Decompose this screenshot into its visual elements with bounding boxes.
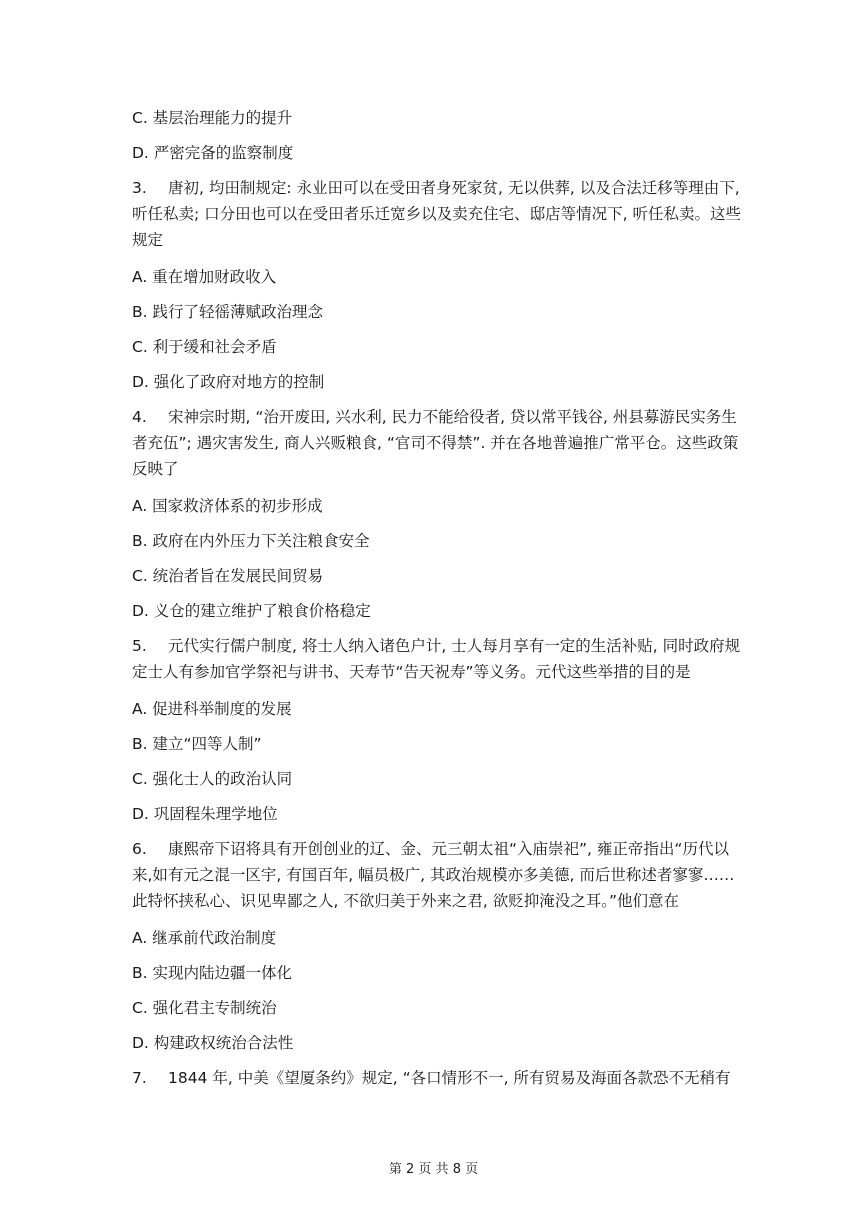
question-stem: 康熙帝下诏将具有开创创业的辽、金、元三朝太祖“入庙崇祀”, 雍正帝指出“历代以来,如有元之混一区宇, 有国百年, 幅员极广, 其政治规模亦多美德, 而后世称述者寥寥……此特怀挟私心、识见卑鄙之人, 不欲归美于外来之君, 欲贬抑淹没之耳。”他们意在 xyxy=(132,840,735,910)
question-4 xyxy=(132,404,742,482)
q6-option-a: A. 继承前代政治制度 xyxy=(132,929,277,947)
question-number: 4. xyxy=(132,408,147,426)
q2-option-d: D. 严密完备的监察制度 xyxy=(132,144,294,162)
question-3 xyxy=(132,175,742,253)
q4-option-c: C. 统治者旨在发展民间贸易 xyxy=(132,567,324,585)
q3-option-d: D. 强化了政府对地方的控制 xyxy=(132,373,325,391)
q6-option-c: C. 强化君主专制统治 xyxy=(132,999,277,1017)
q2-option-c: C. 基层治理能力的提升 xyxy=(132,109,293,127)
q5-option-c: C. 强化士人的政治认同 xyxy=(132,770,293,788)
q6-option-b: B. 实现内陆边疆一体化 xyxy=(132,964,292,982)
q6-option-d: D. 构建政权统治合法性 xyxy=(132,1034,294,1052)
question-number: 3. xyxy=(132,179,147,197)
question-stem: 唐初, 均田制规定: 永业田可以在受田者身死家贫, 无以供葬, 以及合法迁移等理由下,听任私卖; 口分田也可以在受田者乐迁宽乡以及卖充住宅、邸店等情况下, 听任私卖。这些规定 xyxy=(132,179,742,249)
q3-option-b: B. 践行了轻徭薄赋政治理念 xyxy=(132,303,323,321)
question-stem: 宋神宗时期, “治开废田, 兴水利, 民力不能给役者, 贷以常平钱谷, 州县募游民实务生者充伍”; 遇灾害发生, 商人兴贩粮食, “官司不得禁”. 并在各地普遍推广常平仓。这些政策反映了 xyxy=(132,408,739,478)
question-5 xyxy=(132,633,742,685)
question-stem: 1844 年, 中美《望厦条约》规定, “各口情形不一, 所有贸易及海面各款恐不无稍有 xyxy=(168,1069,731,1087)
question-stem: 元代实行儒户制度, 将士人纳入诸色户计, 士人每月享有一定的生活补贴, 同时政府规定士人有参加官学祭祀与讲书、天寿节“告天祝寿”等义务。元代这些举措的目的是 xyxy=(132,637,741,681)
question-7 xyxy=(132,1065,742,1091)
q5-option-b: B. 建立“四等人制” xyxy=(132,735,262,753)
question-number: 5. xyxy=(132,637,147,655)
page-footer: 第 2 页 共 8 页 xyxy=(388,1162,479,1177)
question-6 xyxy=(132,836,742,914)
q4-option-d: D. 义仓的建立维护了粮食价格稳定 xyxy=(132,602,371,620)
q5-option-a: A. 促进科举制度的发展 xyxy=(132,700,292,718)
q4-option-b: B. 政府在内外压力下关注粮食安全 xyxy=(132,532,370,550)
question-number: 6. xyxy=(132,840,147,858)
q3-option-a: A. 重在增加财政收入 xyxy=(132,268,277,286)
question-list xyxy=(132,103,742,1100)
q4-option-a: A. 国家救济体系的初步形成 xyxy=(132,497,323,515)
question-number: 7. xyxy=(132,1069,147,1087)
q3-option-c: C. 利于缓和社会矛盾 xyxy=(132,338,277,356)
q5-option-d: D. 巩固程朱理学地位 xyxy=(132,805,278,823)
